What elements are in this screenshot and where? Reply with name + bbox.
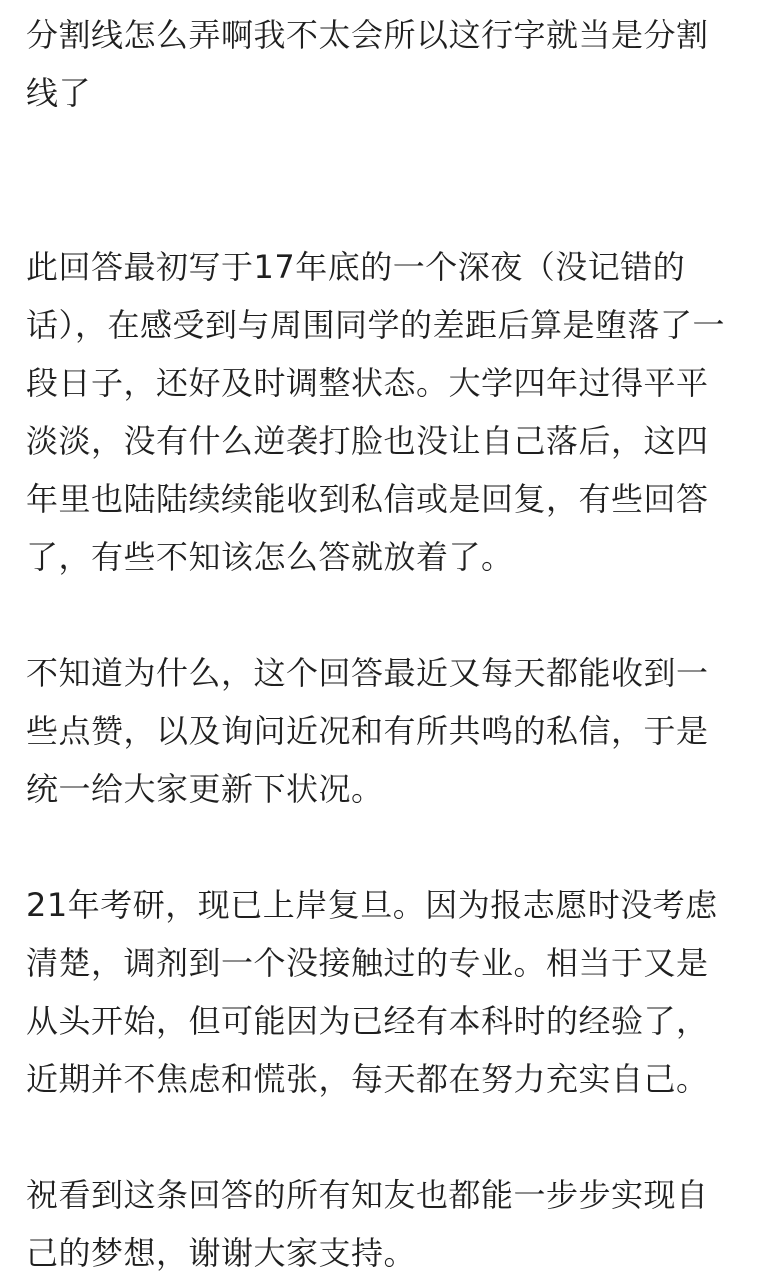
- paragraph-update-reason: 不知道为什么，这个回答最近又每天都能收到一些点赞，以及询问近况和有所共鸣的私信，于是统一给大家更新下状况。: [26, 654, 709, 808]
- spacer: [26, 586, 726, 644]
- paragraph-closing-wish: 祝看到这条回答的所有知友也都能一步步实现自己的梦想，谢谢大家支持。: [26, 1176, 709, 1272]
- answer-content: [26, 6, 726, 1282]
- divider-text: 分割线怎么弄啊我不太会所以这行字就当是分割线了: [26, 16, 709, 112]
- paragraph-current-status: 21年考研，现已上岸复旦。因为报志愿时没考虑清楚，调剂到一个没接触过的专业。相当于又是从头开始，但可能因为已经有本科时的经验了，近期并不焦虑和慌张，每天都在努力充实自己。: [26, 886, 718, 1098]
- spacer: [26, 122, 726, 238]
- spacer: [26, 1108, 726, 1166]
- paragraph-history: 此回答最初写于17年底的一个深夜（没记错的话），在感受到与周围同学的差距后算是堕落了一段日子，还好及时调整状态。大学四年过得平平淡淡，没有什么逆袭打脸也没让自己落后，这四年里也陆陆续续能收到私信或是回复，有些回答了，有些不知该怎么答就放着了。: [26, 248, 726, 576]
- spacer: [26, 818, 726, 876]
